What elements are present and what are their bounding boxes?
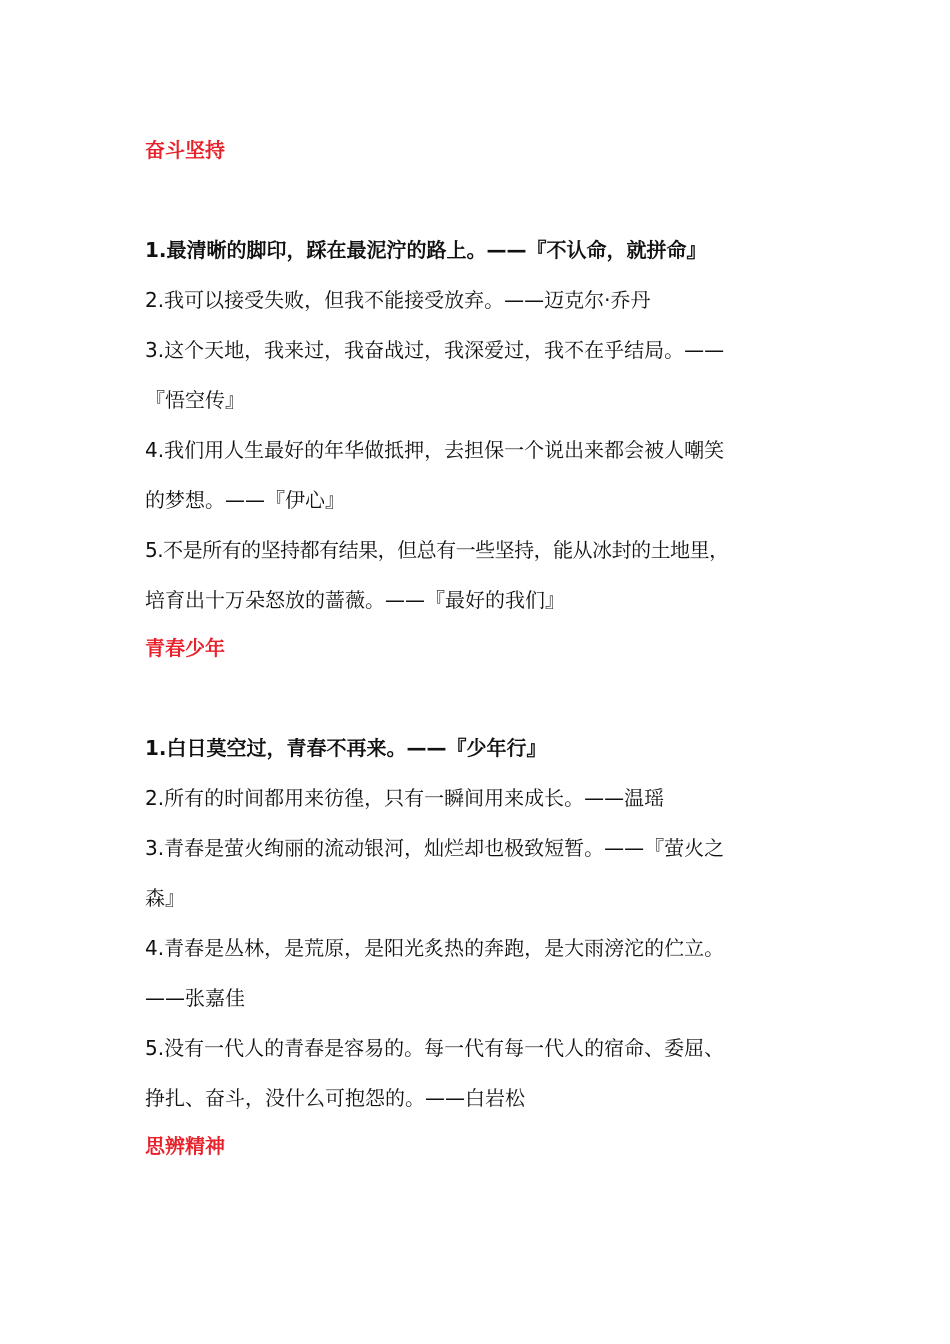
quote-line: 2.所有的时间都用来彷徨，只有一瞬间用来成长。——温瑶	[145, 786, 665, 810]
section-heading-struggle: 奋斗坚持	[145, 138, 225, 162]
quote-line: 4.我们用人生最好的年华做抵押，去担保一个说出来都会被人嘲笑	[145, 438, 725, 462]
quote-line: ——张嘉佳	[145, 986, 245, 1010]
quote-line: 森』	[145, 886, 185, 910]
quote-line: 挣扎、奋斗，没什么可抱怨的。——白岩松	[145, 1086, 525, 1110]
quote-line: 2.我可以接受失败，但我不能接受放弃。——迈克尔·乔丹	[145, 288, 651, 312]
quote-line: 5.不是所有的坚持都有结果，但总有一些坚持，能从冰封的土地里，	[145, 538, 729, 562]
quote-line: 1.白日莫空过，青春不再来。——『少年行』	[145, 736, 547, 760]
quote-line: 3.青春是萤火绚丽的流动银河，灿烂却也极致短暂。——『萤火之	[145, 836, 725, 860]
section-heading-critical-thinking: 思辨精神	[145, 1134, 225, 1158]
quote-line: 5.没有一代人的青春是容易的。每一代有每一代人的宿命、委屈、	[145, 1036, 725, 1060]
quote-line: 3.这个天地，我来过，我奋战过，我深爱过，我不在乎结局。——	[145, 338, 725, 362]
quote-line: 培育出十万朵怒放的蔷薇。——『最好的我们』	[145, 588, 565, 612]
quote-line: 的梦想。——『伊心』	[145, 488, 345, 512]
quote-line: 『悟空传』	[145, 388, 245, 412]
section-heading-youth: 青春少年	[145, 636, 225, 660]
quote-line: 1.最清晰的脚印，踩在最泥泞的路上。——『不认命，就拼命』	[145, 238, 707, 262]
quote-line: 4.青春是丛林，是荒原，是阳光炙热的奔跑，是大雨滂沱的伫立。	[145, 936, 725, 960]
